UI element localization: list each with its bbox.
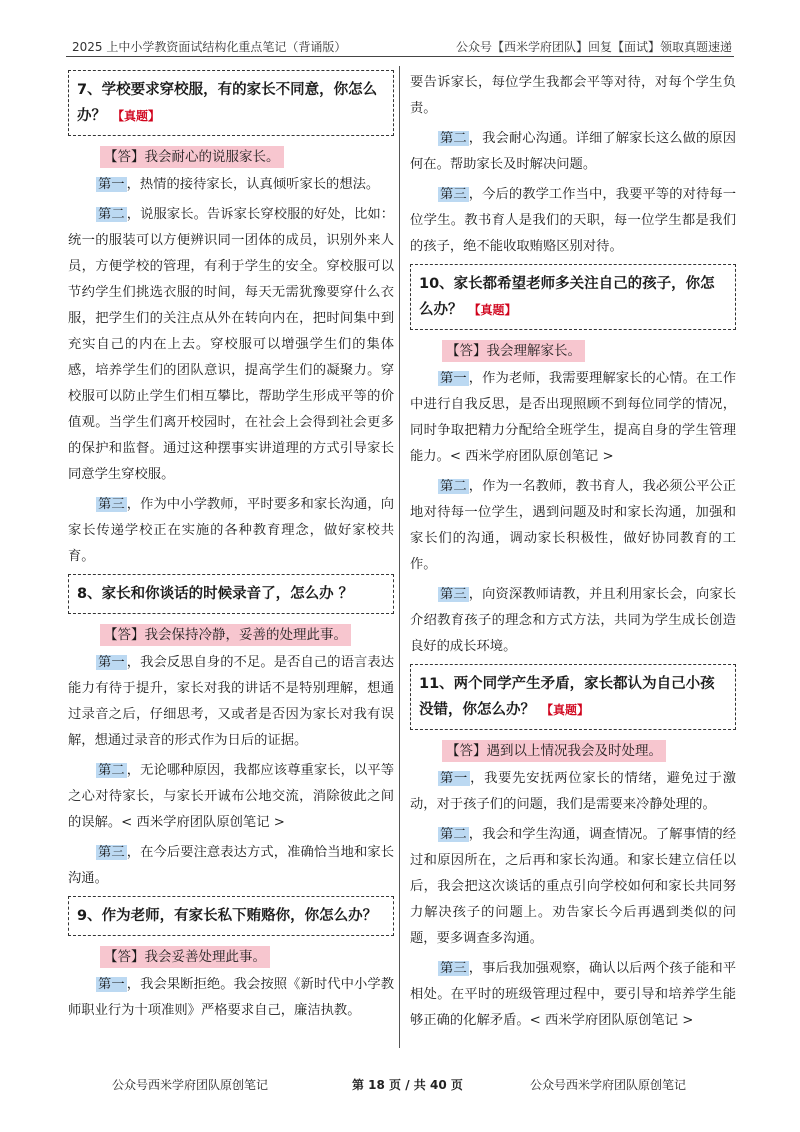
point-text: ，作为一名教师，教书育人，我必须公平公正地对待每一位学生，遇到问题及时和家长沟通，加强和家长们的沟通，调动家长积极性，做好协同教育的工作。 bbox=[410, 479, 737, 572]
point-text: ，我会反思自身的不足。是否自己的语言表达能力有待于提升，家长对我的讲话不是特别理解，想通过录音之后，仔细思考，又或者是否因为家长对我有误解，想通过录音的形式作为日后的证据。 bbox=[68, 655, 395, 748]
header-promo: 公众号【西米学府团队】回复【面试】领取真题速递 bbox=[455, 40, 732, 54]
point-label: 第一 bbox=[98, 977, 125, 992]
question-10-tag: 【真题】 bbox=[468, 303, 517, 317]
left-column bbox=[68, 70, 394, 1028]
question-9-point-1 bbox=[68, 972, 394, 1024]
point-text: ，向资深教师请教，并且利用家长会，向家长介绍教育孩子的理念和方式方法，共同为学生成长创造良好的成长环境。 bbox=[410, 587, 737, 654]
point-text: ，说服家长。告诉家长穿校服的好处，比如：统一的服装可以方便辨识同一团体的成员，识别外来人员，方便学校的管理，有利于学生的安全。穿校服可以节约学生们挑选衣服的时间，每天无需犹豫要穿什么衣服，把学生们的关注点从外在转向内在，把时间集中到充实自己的内在上去。穿校服可以增强学生们的集体感，培养学生们的团队意识，提高学生们的凝聚力。穿校服可以防止学生们相互攀比，帮助学生形成平等的价值观。当学生们离开校园时，在社会上会得到社会更多的保护和监督。通过这种摆事实讲道理的方式引导家长同意学生穿校服。 bbox=[68, 207, 395, 482]
question-8-answer: 【答】我会保持冷静，妥善的处理此事。 bbox=[100, 624, 351, 646]
point-text: ，作为老师，我需要理解家长的心情。在工作中进行自我反思，是否出现照顾不到每位同学的情况，同时争取把精力分配给全班学生，提高自身的学生管理能力。< 西米学府团队原创笔记 > bbox=[410, 371, 737, 464]
question-7-answer: 【答】我会耐心的说服家长。 bbox=[100, 146, 284, 168]
point-text: ，在今后要注意表达方式，准确恰当地和家长沟通。 bbox=[68, 845, 395, 886]
point-text: ，我会耐心沟通。详细了解家长这么做的原因何在。帮助家长及时解决问题。 bbox=[410, 131, 737, 172]
footer-right: 公众号西米学府团队原创笔记 bbox=[530, 1078, 687, 1092]
header-title: 2025 上中小学教资面试结构化重点笔记（背诵版） bbox=[72, 40, 347, 54]
page-number: 第 18 页 / 共 40 页 bbox=[352, 1078, 463, 1092]
question-11-tag: 【真题】 bbox=[541, 703, 590, 717]
question-9-point-2 bbox=[410, 126, 736, 178]
question-10-box bbox=[410, 264, 736, 330]
column-divider bbox=[399, 66, 400, 1048]
question-8-point-2 bbox=[68, 758, 394, 836]
question-7-point-1 bbox=[68, 172, 394, 198]
point-text: ，事后我加强观察，确认以后两个孩子能和平相处。在平时的班级管理过程中，要引导和培养学生能够正确的化解矛盾。< 西米学府团队原创笔记 > bbox=[410, 961, 737, 1028]
question-11-point-3 bbox=[410, 956, 736, 1034]
question-7-point-3 bbox=[68, 492, 394, 570]
point-label: 第二 bbox=[440, 479, 467, 494]
point-label: 第二 bbox=[440, 827, 467, 842]
point-label: 第二 bbox=[440, 131, 467, 146]
question-11-title: 11、两个同学产生矛盾，家长都认为自己小孩没错，你怎么办？ bbox=[419, 676, 715, 718]
question-8-title: 8、家长和你谈话的时候录音了，怎么办 ？ bbox=[77, 586, 354, 602]
question-7-tag: 【真题】 bbox=[112, 109, 161, 123]
question-8-point-3 bbox=[68, 840, 394, 892]
point-label: 第二 bbox=[98, 207, 125, 222]
question-10-answer: 【答】我会理解家长。 bbox=[442, 340, 585, 362]
question-7-point-2 bbox=[68, 202, 394, 488]
point-label: 第三 bbox=[98, 497, 125, 512]
footer-left: 公众号西米学府团队原创笔记 bbox=[112, 1078, 269, 1092]
point-label: 第一 bbox=[98, 177, 125, 192]
point-text: ，我会果断拒绝。我会按照《新时代中小学教师职业行为十项准则》严格要求自己，廉洁执教。 bbox=[68, 977, 395, 1018]
question-8-point-1 bbox=[68, 650, 394, 754]
question-11-box bbox=[410, 664, 736, 730]
question-10-title: 10、家长都希望老师多关注自己的孩子，你怎么办？ bbox=[419, 276, 715, 318]
point-text: ，热情的接待家长，认真倾听家长的想法。 bbox=[126, 177, 380, 192]
point-label: 第三 bbox=[440, 587, 467, 602]
point-text: ，今后的教学工作当中，我要平等的对待每一位学生。教书育人是我们的天职，每一位学生都是我们的孩子，绝不能收取贿赂区别对待。 bbox=[410, 187, 737, 254]
question-11-point-1 bbox=[410, 766, 736, 818]
question-9-point-3 bbox=[410, 182, 736, 260]
point-text: ，无论哪种原因，我都应该尊重家长，以平等之心对待家长，与家长开诚布公地交流，消除彼此之间的误解。< 西米学府团队原创笔记 > bbox=[68, 763, 395, 830]
question-10-point-3 bbox=[410, 582, 736, 660]
point-label: 第一 bbox=[440, 371, 467, 386]
question-10-point-1 bbox=[410, 366, 736, 470]
point-label: 第一 bbox=[440, 771, 469, 786]
point-label: 第三 bbox=[98, 845, 125, 860]
question-9-answer: 【答】我会妥善处理此事。 bbox=[100, 946, 270, 968]
right-column bbox=[410, 70, 736, 1038]
question-9-continuation: 要告诉家长，每位学生我都会平等对待，对每个学生负责。 bbox=[410, 75, 736, 116]
point-label: 第三 bbox=[440, 187, 467, 202]
point-label: 第二 bbox=[98, 763, 125, 778]
point-label: 第三 bbox=[440, 961, 467, 976]
question-8-box bbox=[68, 574, 394, 614]
point-text: ，我要先安抚两位家长的情绪，避免过于激动，对于孩子们的问题，我们是需要来冷静处理的。 bbox=[410, 771, 737, 812]
point-label: 第一 bbox=[98, 655, 125, 670]
question-7-box bbox=[68, 70, 394, 136]
page-header bbox=[66, 36, 734, 57]
question-9-title: 9、作为老师，有家长私下贿赂你，你怎么办？ bbox=[77, 908, 378, 924]
question-9-box bbox=[68, 896, 394, 936]
question-11-answer: 【答】遇到以上情况我会及时处理。 bbox=[442, 740, 666, 762]
question-11-point-2 bbox=[410, 822, 736, 952]
question-7-title: 7、学校要求穿校服，有的家长不同意，你怎么办？ bbox=[77, 82, 378, 124]
point-text: ，作为中小学教师，平时要多和家长沟通，向家长传递学校正在实施的各种教育理念，做好家校共育。 bbox=[68, 497, 395, 564]
point-text: ，我会和学生沟通，调查情况。了解事情的经过和原因所在，之后再和家长沟通。和家长建立信任以后，我会把这次谈话的重点引向学校如何和家长共同努力解决孩子的问题上。劝告家长今后再遇到类似的问题，要多调查多沟通。 bbox=[410, 827, 737, 946]
question-10-point-2 bbox=[410, 474, 736, 578]
